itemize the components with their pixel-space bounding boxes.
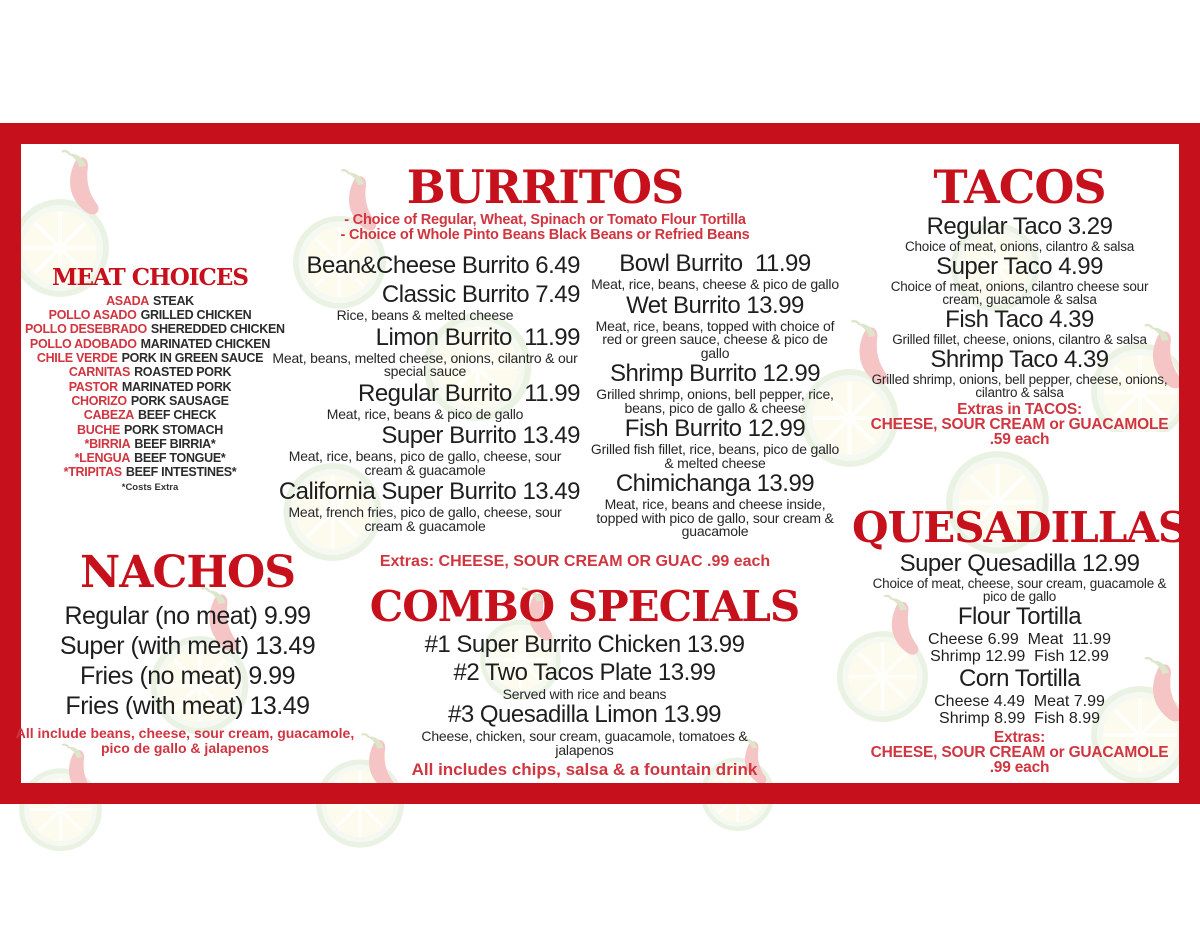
menu-item [352,659,817,701]
item-description: Meat, rice, beans and cheese inside, topped with pico de gallo, sour cream & guacamole [596,496,834,539]
flour-tortilla-prices [852,631,1187,665]
item-name-price: Shrimp Taco 4.39 [930,345,1109,373]
tacos-extras-line: CHEESE, SOUR CREAM or GUACAMOLE [870,415,1169,433]
combo-specials-list [352,631,817,757]
meat-item-name: CHORIZO [71,393,127,408]
meat-item-description: BEEF INTESTINES* [125,465,237,480]
item-name-price: Super Taco 4.99 [936,252,1103,280]
tortilla-price-line: Shrimp 12.99 Fish 12.99 [930,648,1109,666]
meat-choices-footnote: *Costs Extra [121,481,179,493]
meat-item-description: BEEF BIRRIA* [134,436,216,451]
combo-specials-note: All includes chips, salsa & a fountain drink [411,760,758,780]
burritos-left-column [235,251,580,533]
tacos-list [862,213,1177,399]
quesadillas-section [852,505,1187,775]
flour-tortilla-block [852,603,1187,665]
tacos-extras-line: Extras in TACOS: [957,400,1082,418]
burritos-subtitle [330,213,760,244]
menu-item [862,213,1177,253]
lime-chili-decoration [18,742,103,852]
meat-choices-title: MEAT CHOICES [52,264,248,291]
burritos-right-column [585,250,845,539]
menu-item [235,379,580,422]
lime-slice-icon [22,771,100,849]
item-description: Choice of meat, onions, cilantro & salsa [904,238,1135,254]
meat-item-description: ROASTED PORK [134,365,232,380]
item-description: Meat, rice, beans, topped with choice of red or green sauce, cheese & pico de gallo [595,317,835,361]
tortilla-price-line: Cheese 4.49 Meat 7.99 [934,693,1105,711]
menu-item [585,360,845,415]
item-name-price: Chimichanga 13.99 [615,470,815,497]
menu-item [862,346,1177,399]
item-name-price: Super (with meat) 13.49 [59,631,316,660]
item-description: Meat, rice, beans, cheese & pico de gallo [591,276,839,292]
meat-item-description: MARINATED CHICKEN [140,336,271,351]
meat-item-name: *TRIPITAS [63,465,122,480]
meat-item-description: BEEF TONGUE* [134,451,226,466]
nachos-section [15,549,360,756]
burritos-title: BURRITOS [406,160,684,214]
item-name-price: Regular Taco 3.29 [926,212,1113,240]
meat-item-description: BEEF CHECK [138,408,217,423]
menu-item [585,250,845,292]
nachos-title: NACHOS [79,547,296,598]
menu-item [352,701,817,757]
meat-item-name: ASADA [106,293,150,308]
menu-item [585,292,845,361]
menu-item [352,631,817,659]
burritos-subtitle-line: - Choice of Whole Pinto Beans Black Beans or Refried Beans [340,227,750,244]
item-name-price: Fries (no meat) 9.99 [79,661,296,690]
item-name-price: Regular Burrito 11.99 [357,379,580,407]
tacos-extras-line: .59 each [989,430,1050,448]
item-name-price: Bowl Burrito 11.99 [619,250,811,277]
burritos-header [330,160,760,244]
nachos-note: All include beans, cheese, sour cream, guacamole, pico de gallo & jalapenos [15,724,355,756]
flour-tortilla-title: Flour Tortilla [957,603,1082,631]
tacos-title: TACOS [933,160,1106,214]
item-description: Grilled fish fillet, rice, beans, pico de gallo & melted cheese [590,441,840,471]
tortilla-price-line: Cheese 6.99 Meat 11.99 [928,631,1111,649]
meat-item-name: CHILE VERDE [36,351,118,366]
item-description: Grilled shrimp, onions, bell pepper, rice, beans, pico de gallo & cheese [596,386,834,416]
menu-item [235,323,580,379]
item-description: Grilled fillet, cheese, onions, cilantro & salsa [892,331,1147,347]
tacos-extras-note [862,402,1177,447]
item-name-price: Limon Burrito 11.99 [375,323,580,351]
burritos-extras-note: Extras: CHEESE, SOUR CREAM OR GUAC .99 each [379,553,771,570]
item-description: Grilled shrimp, onions, bell pepper, cheese, onions, cilantro & salsa [871,371,1168,400]
quesadillas-extras-line: .99 each [989,759,1050,777]
item-name-price: Regular (no meat) 9.99 [64,601,311,630]
item-name-price: #3 Quesadilla Limon 13.99 [447,701,722,729]
quesadillas-extras-line: CHEESE, SOUR CREAM or GUACAMOLE [870,744,1169,762]
tacos-section [862,160,1177,448]
combo-specials-section [352,584,817,780]
menu-item [862,253,1177,306]
meat-item-name: CARNITAS [68,365,131,380]
corn-tortilla-prices [852,693,1187,727]
item-description: Meat, rice, beans, pico de gallo, cheese, sour cream & guacamole [288,448,562,478]
item-name-price: Bean&Cheese Burrito 6.49 [306,252,580,279]
item-name-price: Fish Taco 4.39 [945,305,1094,333]
item-name-price: Fries (with meat) 13.49 [65,691,310,720]
item-description: Cheese, chicken, sour cream, guacamole, tomatoes & jalapenos [421,728,748,759]
item-description: Served with rice and beans [502,686,667,703]
menu-item [235,251,580,280]
meat-item-description: MARINATED PORK [121,379,232,394]
item-name-price: #2 Two Tacos Plate 13.99 [453,659,716,687]
meat-item-name: CABEZA [83,408,135,423]
meat-item-description: STEAK [153,293,194,308]
meat-item-description: SHEREDDED CHICKEN [150,322,285,337]
menu-item [585,415,845,470]
corn-tortilla-block [852,665,1187,727]
item-name-price: Classic Burrito 7.49 [381,281,580,308]
item-description: Choice of meat, cheese, sour cream, guacamole & pico de gallo [872,576,1167,605]
item-name-price: Super Quesadilla 12.99 [899,550,1140,578]
item-description: Meat, rice, beans & pico de gallo [326,405,524,422]
meat-item-name: PASTOR [68,379,118,394]
meat-item-name: *LENGUA [74,451,131,466]
item-description: Choice of meat, onions, cilantro cheese sour cream, guacamole & salsa [890,278,1149,307]
meat-item-name: POLLO ADOBADO [29,336,137,351]
item-description: Meat, beans, melted cheese, onions, cilantro & our special sauce [272,349,578,379]
menu-item [235,477,580,533]
quesadillas-extras-note [852,730,1187,775]
menu-item [852,551,1187,603]
meat-item-description: PORK STOMACH [124,422,223,437]
meat-item-description: PORK IN GREEN SAUCE [121,351,264,366]
meat-item-name: POLLO DESEBRADO [25,322,147,337]
menu-item [235,421,580,477]
corn-tortilla-title: Corn Tortilla [958,665,1081,693]
quesadillas-extras-line: Extras: [993,729,1046,747]
item-description: Meat, french fries, pico de gallo, cheese, sour cream & guacamole [288,504,562,534]
item-name-price: Fish Burrito 12.99 [624,415,806,442]
item-description: Rice, beans & melted cheese [336,307,514,323]
meat-item-description: GRILLED CHICKEN [140,308,252,323]
tortilla-price-line: Shrimp 8.99 Fish 8.99 [939,710,1100,728]
item-name-price: Shrimp Burrito 12.99 [609,360,821,387]
menu-item [235,280,580,323]
meat-item-name: *BIRRIA [84,436,131,451]
item-name-price: Wet Burrito 13.99 [626,291,804,319]
item-name-price: California Super Burrito 13.49 [278,478,580,505]
item-name-price: Super Burrito 13.49 [381,422,580,449]
item-name-price: #1 Super Burrito Chicken 13.99 [424,631,745,659]
menu-item [862,306,1177,346]
menu-item [585,470,845,539]
nachos-list [15,601,360,721]
meat-item-description: PORK SAUSAGE [130,393,229,408]
combo-specials-title: COMBO SPECIALS [369,582,800,631]
burritos-subtitle-line: - Choice of Regular, Wheat, Spinach or Tomato Flour Tortilla [344,211,746,228]
meat-item-name: BUCHE [77,422,120,437]
meat-item-name: POLLO ASADO [48,308,137,323]
quesadillas-title: QUESADILLAS [852,503,1188,552]
